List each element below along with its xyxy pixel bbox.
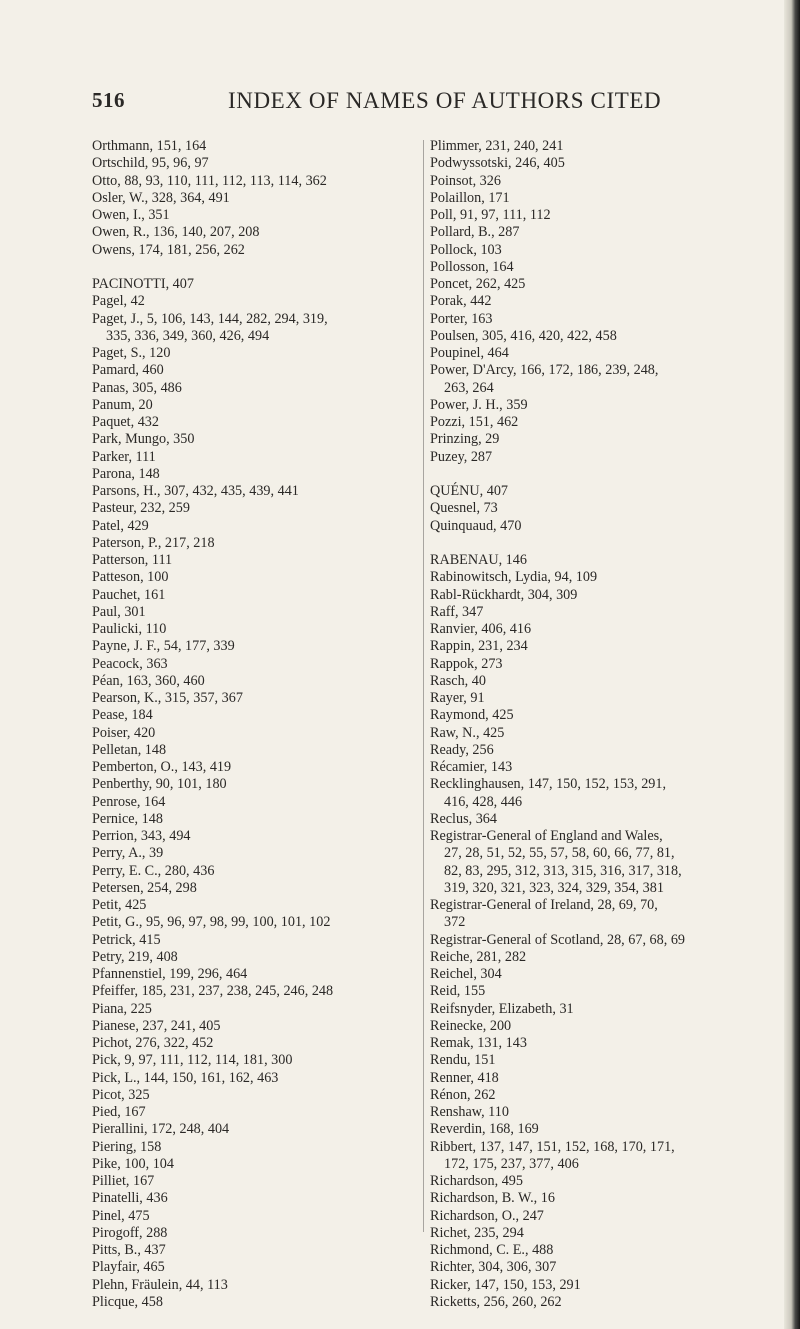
index-entry-line: Pasteur, 232, 259: [92, 500, 190, 517]
index-entry-continuation: 372: [444, 914, 466, 931]
index-entry-line: Picot, 325: [92, 1086, 150, 1103]
index-entry: [92, 776, 422, 793]
index-entry: [430, 656, 760, 673]
index-entry: [92, 1018, 422, 1035]
column-divider: [423, 140, 424, 1232]
index-entry: [92, 397, 422, 414]
index-entry: [92, 1035, 422, 1052]
index-entry: [430, 725, 760, 742]
index-entry-line: Registrar-General of Ireland, 28, 69, 70,: [430, 897, 658, 913]
index-entry: [430, 449, 760, 466]
index-entry-line: Pirogoff, 288: [92, 1224, 168, 1241]
index-entry: [430, 328, 760, 345]
index-entry: [430, 207, 760, 224]
index-entry-line: QUÉNU, 407: [430, 483, 509, 499]
index-entry-line: Remak, 131, 143: [430, 1035, 527, 1051]
index-entry-line: Rappok, 273: [430, 655, 503, 672]
index-entry-line: Porak, 442: [430, 293, 492, 310]
index-entry-continuation: 172, 175, 237, 377, 406: [444, 1155, 579, 1172]
index-entry-line: Petrick, 415: [92, 931, 161, 948]
index-entry-line: Renner, 418: [430, 1069, 499, 1086]
index-entry: [430, 776, 760, 811]
index-entry-line: Playfair, 465: [92, 1259, 165, 1276]
index-entry: [430, 932, 760, 949]
index-entry-line: Reverdin, 168, 169: [430, 1121, 539, 1138]
index-entry-line: Pernice, 148: [92, 810, 163, 827]
index-entry: [92, 155, 422, 172]
index-entry: [92, 293, 422, 310]
index-entry-line: Porter, 163: [430, 310, 493, 327]
index-entry: [430, 828, 760, 897]
index-entry-line: Quesnel, 73: [430, 500, 498, 517]
index-entry-line: Petry, 219, 408: [92, 948, 178, 965]
index-entry-line: Quinquaud, 470: [430, 517, 522, 534]
index-entry: [92, 466, 422, 483]
index-entry-continuation: 27, 28, 51, 52, 55, 57, 58, 60, 66, 77, 81,: [444, 845, 675, 862]
index-entry-line: Raw, N., 425: [430, 724, 505, 741]
index-entry: [92, 1001, 422, 1018]
index-entry-line: Perry, E. C., 280, 436: [92, 862, 215, 879]
index-entry: [92, 224, 422, 241]
index-entry: [92, 569, 422, 586]
index-entry: [430, 483, 760, 500]
index-entry: [430, 1070, 760, 1087]
index-entry: [430, 1190, 760, 1207]
index-entry-line: Pollock, 103: [430, 241, 502, 258]
index-entry-line: Rabl-Rückhardt, 304, 309: [430, 586, 578, 603]
index-entry-line: Paget, S., 120: [92, 345, 171, 361]
index-entry-line: Recklinghausen, 147, 150, 152, 153, 291,: [430, 776, 667, 793]
index-entry-line: Ortschild, 95, 96, 97: [92, 155, 209, 172]
index-entry-line: Pollosson, 164: [430, 258, 514, 275]
index-entry-line: Park, Mungo, 350: [92, 431, 195, 448]
index-entry: [430, 1225, 760, 1242]
index-entry-continuation: 416, 428, 446: [444, 793, 523, 810]
index-entry: [92, 483, 422, 500]
index-entry: [430, 138, 760, 155]
running-title: INDEX OF NAMES OF AUTHORS CITED: [228, 88, 662, 113]
index-entry: [92, 1087, 422, 1104]
index-entry-line: Renshaw, 110: [430, 1104, 509, 1120]
index-entry-line: Richardson, O., 247: [430, 1207, 544, 1224]
index-entry-line: Power, J. H., 359: [430, 396, 528, 413]
index-entry: [430, 897, 760, 932]
index-entry-line: Prinzing, 29: [430, 431, 500, 448]
index-entry-line: Reclus, 364: [430, 810, 497, 827]
index-entry-line: Rénon, 262: [430, 1086, 496, 1103]
index-entry: [92, 1259, 422, 1276]
index-entry-line: Plehn, Fräulein, 44, 113: [92, 1276, 228, 1293]
index-entry: [92, 1242, 422, 1259]
index-entry: [92, 673, 422, 690]
index-entry-line: Panas, 305, 486: [92, 379, 182, 396]
index-column-left: [92, 138, 422, 1311]
index-entry: [430, 1277, 760, 1294]
index-entry-line: Owens, 174, 181, 256, 262: [92, 241, 245, 258]
index-entry: [430, 190, 760, 207]
index-entry: [92, 845, 422, 862]
index-entry: [430, 1259, 760, 1276]
index-entry: [430, 1087, 760, 1104]
index-entry-line: Paquet, 432: [92, 414, 159, 430]
index-entry: [92, 811, 422, 828]
index-entry: [92, 431, 422, 448]
index-entry: [430, 949, 760, 966]
index-entry-line: Perry, A., 39: [92, 845, 164, 862]
index-entry-line: Richter, 304, 306, 307: [430, 1259, 557, 1276]
index-entry: [92, 1156, 422, 1173]
index-entry-line: Pick, 9, 97, 111, 112, 114, 181, 300: [92, 1052, 293, 1069]
index-entry-line: Patteson, 100: [92, 569, 169, 586]
index-entry: [430, 155, 760, 172]
index-entry: [92, 500, 422, 517]
index-entry-line: Orthmann, 151, 164: [92, 138, 207, 154]
index-entry-line: Poupinel, 464: [430, 345, 509, 361]
index-entry: [92, 725, 422, 742]
index-entry-line: Rasch, 40: [430, 672, 486, 689]
index-entry: [92, 311, 422, 346]
index-entry-line: Plicque, 458: [92, 1293, 163, 1310]
index-entry: [92, 190, 422, 207]
index-entry: [430, 1173, 760, 1190]
index-entry-line: Pierallini, 172, 248, 404: [92, 1121, 230, 1138]
index-entry-line: Parker, 111: [92, 448, 156, 465]
index-entry-line: Rappin, 231, 234: [430, 638, 528, 655]
index-entry: [92, 362, 422, 379]
index-entry-line: Piana, 225: [92, 1000, 152, 1017]
index-entry: [430, 518, 760, 535]
index-entry: [92, 173, 422, 190]
index-entry-line: Rabinowitsch, Lydia, 94, 109: [430, 569, 598, 586]
index-entry-line: Peacock, 363: [92, 655, 168, 672]
index-entry: [430, 500, 760, 517]
index-entry: [430, 966, 760, 983]
index-entry-line: Perrion, 343, 494: [92, 828, 191, 844]
index-entry-line: Poinsot, 326: [430, 172, 501, 189]
index-entry: [92, 1052, 422, 1069]
index-entry-line: Pfannenstiel, 199, 296, 464: [92, 966, 248, 982]
index-entry: [430, 276, 760, 293]
index-entry: [92, 449, 422, 466]
index-entry: [92, 949, 422, 966]
index-entry: [92, 1139, 422, 1156]
index-entry-line: Pelletan, 148: [92, 741, 167, 758]
index-entry: [92, 138, 422, 155]
index-entry-line: Penrose, 164: [92, 793, 166, 810]
index-entry-continuation: 335, 336, 349, 360, 426, 494: [106, 327, 270, 344]
page-number: 516: [92, 88, 125, 112]
index-entry-line: Registrar-General of England and Wales,: [430, 828, 663, 844]
index-entry: [430, 638, 760, 655]
index-entry-line: Récamier, 143: [430, 759, 513, 775]
index-entry-continuation: 319, 320, 321, 323, 324, 329, 354, 381: [444, 879, 664, 896]
index-entry: [92, 1190, 422, 1207]
index-entry: [92, 621, 422, 638]
index-entry-line: Ranvier, 406, 416: [430, 621, 532, 637]
index-entry: [92, 276, 422, 293]
index-entry: [430, 983, 760, 1000]
index-entry: [92, 1294, 422, 1311]
index-entry-line: Osler, W., 328, 364, 491: [92, 189, 230, 206]
index-entry-line: Power, D'Arcy, 166, 172, 186, 239, 248,: [430, 362, 659, 379]
index-entry-line: Raff, 347: [430, 603, 484, 620]
index-entry: [430, 397, 760, 414]
index-entry-line: Rayer, 91: [430, 690, 485, 706]
index-entry: [430, 259, 760, 276]
index-entry: [430, 414, 760, 431]
index-entry-line: Pianese, 237, 241, 405: [92, 1017, 221, 1034]
index-entry: [92, 759, 422, 776]
index-entry: [430, 552, 760, 569]
index-entry: [430, 1052, 760, 1069]
index-entry-line: Parsons, H., 307, 432, 435, 439, 441: [92, 483, 299, 499]
index-entry-line: Paul, 301: [92, 603, 146, 620]
index-entry: [92, 242, 422, 259]
index-entry: [92, 690, 422, 707]
index-entry-line: Pearson, K., 315, 357, 367: [92, 690, 243, 706]
index-entry-line: Reiche, 281, 282: [430, 948, 527, 965]
index-entry: [430, 431, 760, 448]
index-entry: [92, 932, 422, 949]
index-entry-line: Otto, 88, 93, 110, 111, 112, 113, 114, 362: [92, 172, 327, 189]
index-entry: [92, 1173, 422, 1190]
index-entry-line: Péan, 163, 360, 460: [92, 672, 205, 689]
index-entry: [430, 673, 760, 690]
index-entry-line: Patterson, 111: [92, 552, 173, 568]
index-entry-line: Pfeiffer, 185, 231, 237, 238, 245, 246, 248: [92, 983, 334, 1000]
index-entry-line: Pike, 100, 104: [92, 1155, 174, 1172]
index-entry-line: Owen, R., 136, 140, 207, 208: [92, 224, 260, 241]
index-entry-line: Petit, G., 95, 96, 97, 98, 99, 100, 101, 102: [92, 914, 331, 931]
index-entry-line: Pemberton, O., 143, 419: [92, 759, 232, 775]
index-entry-line: Pease, 184: [92, 707, 153, 724]
index-entry-line: RABENAU, 146: [430, 552, 527, 568]
index-entry: [92, 1277, 422, 1294]
index-entry: [430, 587, 760, 604]
index-entry: [92, 1121, 422, 1138]
index-entry-line: Pauchet, 161: [92, 586, 166, 603]
index-entry-line: Plimmer, 231, 240, 241: [430, 138, 564, 154]
index-entry: [430, 1242, 760, 1259]
index-entry: [92, 794, 422, 811]
index-entry: [430, 1001, 760, 1018]
index-entry-line: Pied, 167: [92, 1104, 146, 1120]
index-entry-line: Puzey, 287: [430, 448, 493, 465]
index-entry-line: Parona, 148: [92, 465, 160, 482]
index-entry: [92, 207, 422, 224]
index-entry: [430, 1208, 760, 1225]
index-entry: [430, 293, 760, 310]
index-entry-line: Richardson, B. W., 16: [430, 1190, 555, 1207]
index-entry-line: Pichot, 276, 322, 452: [92, 1035, 214, 1051]
index-entry-line: Pinatelli, 436: [92, 1190, 168, 1207]
index-entry-line: Reinecke, 200: [430, 1017, 512, 1034]
index-entry: [430, 1139, 760, 1174]
index-entry: [92, 983, 422, 1000]
index-entry-line: Polaillon, 171: [430, 189, 510, 206]
index-entry-line: Poiser, 420: [92, 724, 156, 741]
index-entry-line: Registrar-General of Scotland, 28, 67, 68, 69: [430, 931, 686, 948]
index-entry: [430, 224, 760, 241]
index-entry-line: Poulsen, 305, 416, 420, 422, 458: [430, 327, 617, 344]
index-entry-line: Poncet, 262, 425: [430, 276, 526, 292]
index-column-right: [430, 138, 760, 1311]
index-entry-line: Pilliet, 167: [92, 1173, 155, 1189]
index-entry-line: Poll, 91, 97, 111, 112: [430, 207, 551, 223]
page-header: [0, 88, 800, 124]
index-entry-line: Paterson, P., 217, 218: [92, 534, 215, 551]
index-entry-line: Richmond, C. E., 488: [430, 1242, 554, 1258]
index-entry-line: Pozzi, 151, 462: [430, 414, 519, 430]
index-entry: [92, 863, 422, 880]
index-entry-line: Pinel, 475: [92, 1207, 150, 1224]
index-entry: [92, 1070, 422, 1087]
index-entry: [92, 742, 422, 759]
index-entry: [92, 1225, 422, 1242]
page-edge-shadow: [784, 0, 800, 1329]
index-entry: [92, 914, 422, 931]
index-entry: [92, 345, 422, 362]
section-gap: [430, 466, 760, 483]
index-entry: [430, 690, 760, 707]
index-entry-continuation: 82, 83, 295, 312, 313, 315, 316, 317, 318,: [444, 862, 682, 879]
index-entry: [430, 1121, 760, 1138]
index-entry-line: Payne, J. F., 54, 177, 339: [92, 638, 235, 655]
index-entry-line: Penberthy, 90, 101, 180: [92, 776, 227, 793]
index-entry: [92, 880, 422, 897]
index-entry: [430, 173, 760, 190]
index-entry: [430, 345, 760, 362]
index-entry: [430, 621, 760, 638]
section-gap: [92, 259, 422, 276]
index-entry: [92, 604, 422, 621]
index-entry: [430, 569, 760, 586]
index-entry: [92, 414, 422, 431]
index-entry-line: Owen, I., 351: [92, 207, 170, 223]
index-entry: [92, 535, 422, 552]
index-entry-line: Paulicki, 110: [92, 621, 167, 637]
index-entry: [430, 604, 760, 621]
index-entry: [430, 1035, 760, 1052]
index-entry-line: Richet, 235, 294: [430, 1224, 524, 1241]
index-entry-line: Pick, L., 144, 150, 161, 162, 463: [92, 1069, 279, 1086]
index-entry: [92, 638, 422, 655]
index-entry: [92, 966, 422, 983]
index-entry-continuation: 263, 264: [444, 379, 494, 396]
index-entry: [430, 1294, 760, 1311]
index-entry: [92, 518, 422, 535]
index-entry-line: Petersen, 254, 298: [92, 879, 197, 896]
index-entry-line: Rendu, 151: [430, 1052, 496, 1069]
index-entry: [92, 828, 422, 845]
index-entry: [430, 811, 760, 828]
index-entry: [430, 242, 760, 259]
index-entry: [92, 380, 422, 397]
index-entry-line: Reichel, 304: [430, 966, 502, 982]
index-entry-line: Ready, 256: [430, 741, 494, 758]
index-entry: [92, 587, 422, 604]
index-entry-line: Patel, 429: [92, 517, 149, 534]
index-entry-line: Pagel, 42: [92, 293, 145, 310]
index-entry: [92, 897, 422, 914]
index-entry: [92, 707, 422, 724]
index-entry: [92, 656, 422, 673]
index-entry: [92, 1104, 422, 1121]
index-entry: [430, 742, 760, 759]
index-entry: [430, 1104, 760, 1121]
index-entry: [92, 1208, 422, 1225]
index-entry-line: Raymond, 425: [430, 707, 514, 724]
index-entry: [430, 311, 760, 328]
index-entry-line: Petit, 425: [92, 897, 147, 913]
index-entry-line: Reifsnyder, Elizabeth, 31: [430, 1000, 574, 1017]
index-entry-line: Pitts, B., 437: [92, 1242, 166, 1258]
index-entry-line: Ricketts, 256, 260, 262: [430, 1293, 562, 1310]
index-entry-line: PACINOTTI, 407: [92, 276, 194, 292]
index-entry-line: Reid, 155: [430, 983, 486, 1000]
index-entry: [430, 362, 760, 397]
index-entry-line: Panum, 20: [92, 396, 153, 413]
index-entry: [92, 552, 422, 569]
index-entry-line: Paget, J., 5, 106, 143, 144, 282, 294, 319,: [92, 310, 328, 327]
index-entry-line: Ribbert, 137, 147, 151, 152, 168, 170, 171,: [430, 1138, 675, 1155]
index-entry-line: Pamard, 460: [92, 362, 164, 379]
index-entry-line: Piering, 158: [92, 1138, 162, 1155]
index-entry: [430, 759, 760, 776]
index-entry: [430, 707, 760, 724]
section-gap: [430, 535, 760, 552]
index-entry: [430, 1018, 760, 1035]
index-entry-line: Podwyssotski, 246, 405: [430, 155, 565, 172]
index-entry-line: Richardson, 495: [430, 1173, 523, 1189]
index-entry-line: Pollard, B., 287: [430, 224, 520, 241]
index-entry-line: Ricker, 147, 150, 153, 291: [430, 1276, 581, 1293]
